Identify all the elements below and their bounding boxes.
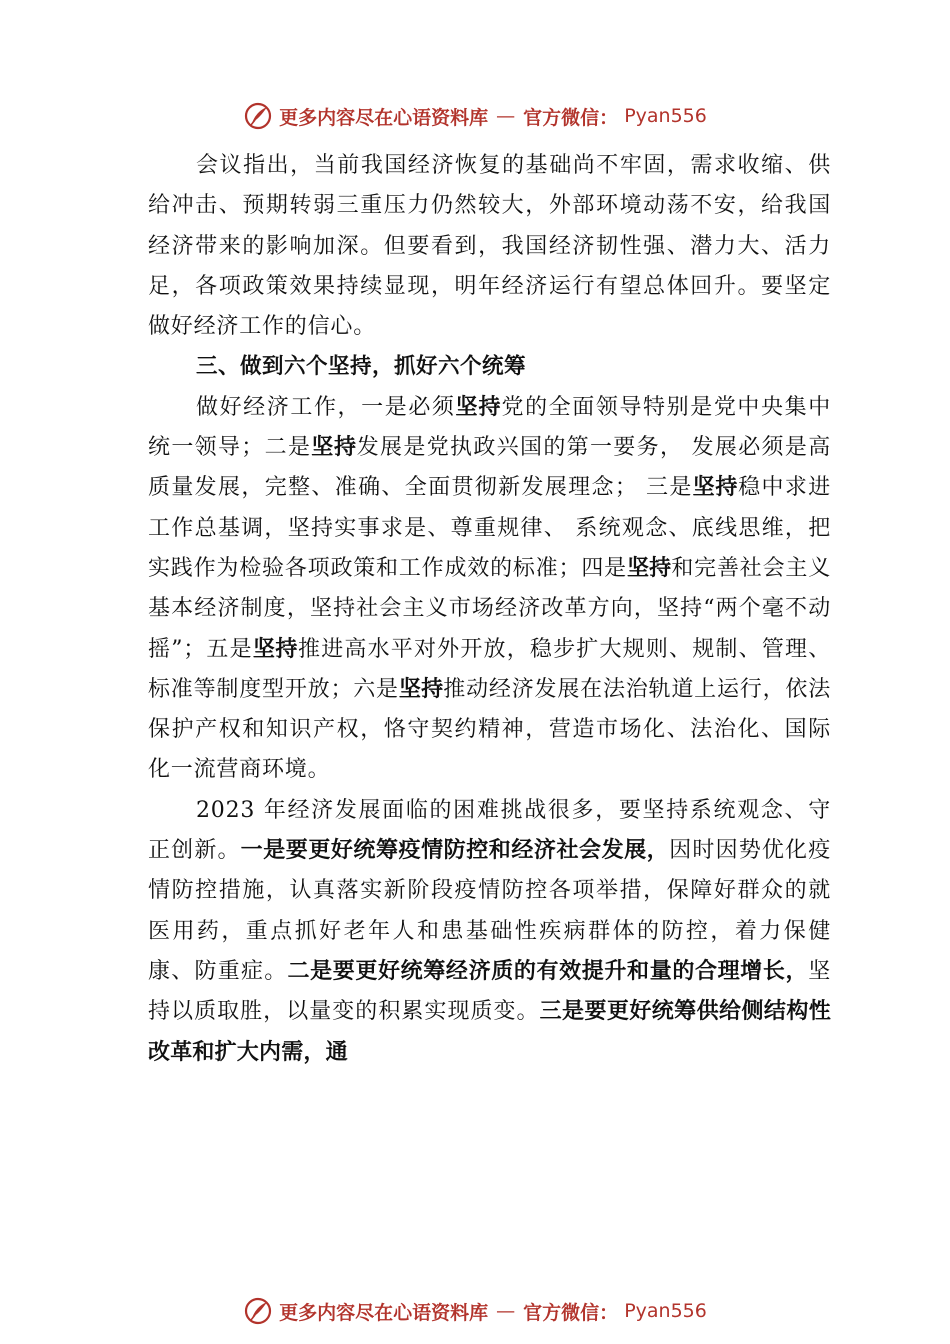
watermark-label: 官方微信： — [523, 106, 619, 129]
paragraph-six-persist — [148, 388, 831, 791]
paragraph-meeting-notes: 会议指出，当前我国经济恢复的基础尚不牢固，需求收缩、供给冲击、预期转弱三重压力仍然较大，外部环境动荡不安，给我国经济带来的影响加深。但要看到，我国经济韧性强、潜力大、活力足，各项政策效果持续显现，明年经济运行有望总体回升。要坚定做好经济工作的信心。 — [148, 153, 831, 340]
text-run: 因时因势优化疫情防控措施，认真落实新阶段疫情防控各项举措，保障好群众的就医用药，重点抓好老年人和患基础性疾病群体的防控，着力保健康、防重症。 — [148, 838, 831, 984]
text-run: 推动经济发展在法治轨道上运行，依法保护产权和知识产权，恪守契约精神，营造市场化、法治化、国际化一流营商环境。 — [148, 676, 831, 783]
watermark-dash: — — [496, 105, 516, 127]
text-run: 和完善社会主义基本经济制度，坚持社会主义市场经济改革方向，坚持“两个毫不动摇”；五是 — [148, 555, 831, 662]
section-heading: 三、做到六个坚持，抓好六个统筹 — [196, 354, 527, 380]
quill-logo-icon — [243, 101, 273, 131]
bold-run: 三是要更好统筹供给侧结构性改革和扩大内需，通 — [148, 999, 831, 1065]
watermark-wechat-id: Pyan556 — [624, 1300, 707, 1322]
watermark-text: 更多内容尽在心语资料库 — [279, 106, 489, 129]
article-body — [148, 146, 831, 1073]
watermark-text: 更多内容尽在心语资料库 — [279, 1301, 489, 1324]
bold-run: 二是要更好统筹经济质的有效提升和量的合理增长， — [287, 958, 809, 984]
bold-run: 坚持 — [311, 435, 357, 461]
text-run: 稳中求进工作总基调，坚持实事求是、尊重规律、 系统观念、底线思维，把实践作为检验各项政策和工作成效的标准；四是 — [148, 475, 831, 581]
text-run: 发展是党执政兴国的第一要务， 发展必须是高质量发展，完整、准确、全面贯彻新发展理念； 三是 — [148, 435, 832, 501]
watermark-label: 官方微信： — [523, 1301, 619, 1324]
bold-run: 坚持 — [252, 636, 298, 662]
text-run: 党的全面领导特别是党中央集中统一领导；二是 — [148, 394, 831, 461]
bold-run: 坚持 — [626, 555, 672, 581]
text-run: 坚持以质取胜，以量变的积累实现质变。 — [148, 958, 831, 1025]
bold-run: 坚持 — [692, 475, 739, 501]
watermark-banner-bottom — [0, 1291, 950, 1331]
text-run: 做好经济工作，一是必须 — [196, 394, 456, 420]
bold-run: 坚持 — [455, 394, 502, 420]
text-run: 推进高水平对外开放，稳步扩大规则、规制、管理、标准等制度型开放；六是 — [148, 636, 831, 702]
quill-logo-icon — [243, 1296, 273, 1326]
bold-run: 一是要更好统筹疫情防控和经济社会发展， — [240, 838, 670, 864]
watermark-banner-top — [0, 96, 950, 136]
watermark-dash: — — [496, 1300, 516, 1322]
bold-run: 坚持 — [398, 676, 444, 702]
watermark-wechat-id: Pyan556 — [624, 105, 707, 127]
paragraph-2023-challenges — [148, 791, 831, 1073]
text-run: 2023 年经济发展面临的困难挑战很多，要坚持系统观念、守正创新。 — [148, 797, 831, 864]
